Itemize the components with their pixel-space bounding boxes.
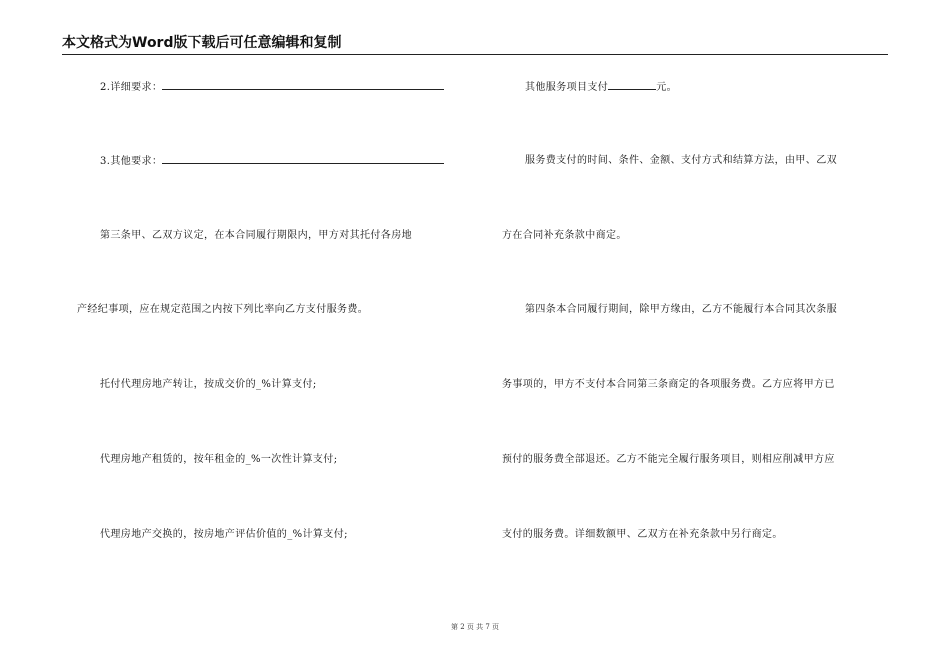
right-r3-line4: 支付的服务费。详细数额甲、乙双方在补充条款中另行商定。 xyxy=(502,529,783,540)
item2-blank xyxy=(162,79,444,90)
right-r2-line1: 服务费支付的时间、条件、金额、支付方式和结算方法，由甲、乙双 xyxy=(525,155,837,166)
right-r3-line3: 预付的服务费全部退还。乙方不能完全履行服务项目，则相应削减甲方应 xyxy=(502,454,835,465)
document-header xyxy=(62,34,888,55)
right-r1-line xyxy=(525,79,677,95)
right-r1-prefix: 其他服务项目支付 xyxy=(525,82,609,93)
item2-line xyxy=(100,79,444,95)
right-r2-line2: 方在合同补充条款中商定。 xyxy=(502,230,627,241)
right-r1-blank xyxy=(608,79,656,90)
left-p2: 托付代理房地产转让，按成交价的_%计算支付; xyxy=(100,379,317,390)
header-title: 本文格式为Word版下载后可任意编辑和复制 xyxy=(62,35,342,51)
page-footer: 第 2 页 共 7 页 xyxy=(450,623,500,631)
left-p4: 代理房地产交换的，按房地产评估价值的_%计算支付; xyxy=(100,529,348,540)
item2-label: 2.详细要求： xyxy=(100,82,163,93)
right-r1-suffix: 元。 xyxy=(656,82,678,93)
left-p1-line2: 产经纪事项，应在规定范围之内按下列比率向乙方支付服务费。 xyxy=(77,304,369,315)
right-r3-line2: 务事项的，甲方不支付本合同第三条商定的各项服务费。乙方应将甲方已 xyxy=(502,379,835,390)
item3-line xyxy=(100,153,444,169)
item3-blank xyxy=(162,153,444,164)
left-p3: 代理房地产租赁的，按年租金的_%一次性计算支付; xyxy=(100,454,338,465)
item3-label: 3.其他要求： xyxy=(100,156,163,167)
right-r3-line1: 第四条本合同履行期间，除甲方缘由，乙方不能履行本合同其次条服 xyxy=(525,304,837,315)
left-p1-line1: 第三条甲、乙双方议定，在本合同履行期限内，甲方对其托付各房地 xyxy=(100,230,412,241)
